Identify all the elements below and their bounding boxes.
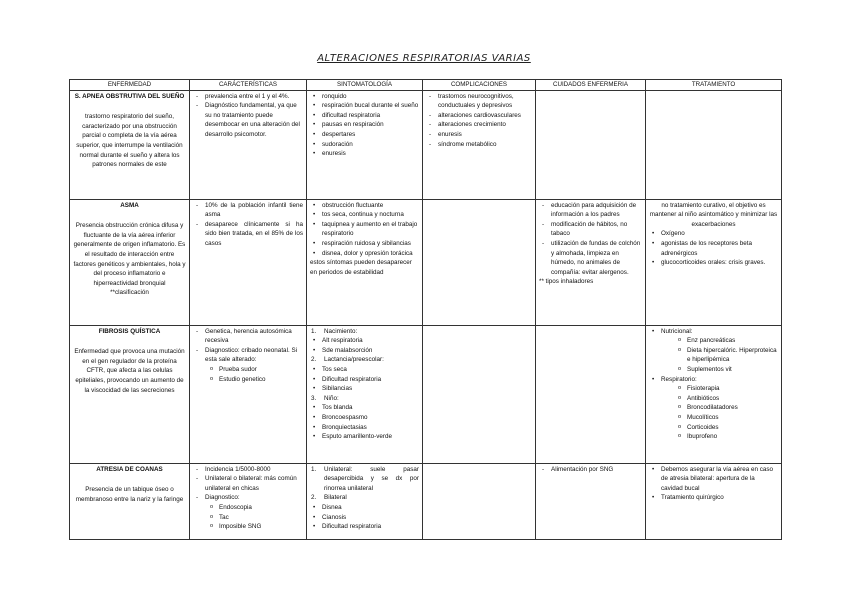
list-item: • Sibilancias — [310, 384, 419, 394]
list-item: • agonistas de los receptores beta adrenérgicos — [649, 239, 778, 258]
list-item: o Broncodilatadores — [675, 403, 778, 413]
list-item: 2. Bilateral — [310, 493, 419, 503]
disease-name: ATRESIA DE COANAS — [96, 465, 163, 473]
list-item: • Tratamiento quirúrgico — [649, 493, 778, 503]
features-cell — [190, 463, 307, 539]
features-cell — [190, 325, 307, 463]
care-note: ** tipos inhaladores — [539, 278, 594, 286]
header-cuidados: CUIDADOS ENFERMERIA — [536, 80, 646, 91]
care-cell — [536, 199, 646, 325]
list-item: - enuresis — [426, 130, 532, 140]
treatment-cell — [646, 90, 782, 199]
disease-name: FIBROSIS QUÍSTICA — [98, 327, 161, 335]
care-cell — [536, 90, 646, 199]
treatment-cell — [646, 325, 782, 463]
symptoms-cell — [307, 199, 423, 325]
list-item: • Tos seca — [310, 365, 419, 375]
list-item: - educación para adquisición de información a los padres — [539, 201, 642, 220]
list-item: • Tos blanda — [310, 403, 419, 413]
header-tratamiento: TRATAMIENTO — [646, 80, 782, 91]
list-item: • Dificultad respiratoria — [310, 522, 419, 532]
list-item: 1. Nacimiento: — [310, 327, 419, 337]
list-item: - utilización de fundas de colchón y almohada, limpieza en húmedo, no animales de compañía: evitar alergenos. — [539, 239, 642, 277]
list-item: - Unilateral o bilateral: más común unilateral en chicas — [193, 474, 303, 493]
list-item: 2. Lactancia/preescolar: — [310, 355, 419, 365]
symptoms-cell — [307, 325, 423, 463]
list-item: • dificultad respiratoria — [310, 111, 419, 121]
list-item: o Dieta hipercalóric. Hiperproteica e hiperlipémica — [675, 346, 778, 365]
list-item: o Mucolíticos — [675, 413, 778, 423]
disease-description: Presencia obstrucción crónica difusa y fluctuante de la vía aérea inferior generalmente de origen inflamatorio. Es el resultado de interacción entre factores genéticos y ambientales, hola y del proceso inflamatorio e hiperreactividad bronquial — [73, 222, 186, 287]
list-item: - Genetica, herencia autosómica recesiva — [193, 327, 303, 346]
disease-note: **clasificación — [110, 289, 149, 297]
treatment-text: no tratamiento curativo, el objetivo es mantener al niño asintomático y minimizar las exacerbaciones — [649, 201, 778, 228]
list-item: • Dificultad respiratoria — [310, 375, 419, 385]
complications-cell — [423, 463, 536, 539]
header-complicaciones: COMPLICACIONES — [423, 80, 536, 91]
disease-description: trastorno respiratorio del sueño, caracterizado por una obstrucción parcial o completa de la vía aérea superior, que interrumpe la ventilación normal durante el sueño y altera los patrones normales de este — [76, 113, 183, 169]
list-item: o Prueba sudor — [207, 365, 303, 375]
list-item: - prevalencia entre el 1 y el 4%. — [193, 92, 303, 102]
list-item: • Broncoespasmo — [310, 413, 419, 423]
symptoms-note: estos síntomas pueden desaparecer en periodos de estabilidad — [310, 259, 412, 276]
table-row — [70, 90, 782, 199]
disease-cell — [70, 90, 190, 199]
symptoms-cell — [307, 90, 423, 199]
list-item: • Esputo amarillento-verde — [310, 432, 419, 442]
list-item: o Imposible SNG — [207, 522, 303, 532]
header-caracteristicas: CARÁCTERÍSTICAS — [190, 80, 307, 91]
list-item: • despertares — [310, 130, 419, 140]
list-item: - Diagnostico: — [193, 493, 303, 503]
list-item: • glucocorticoides orales: crisis graves. — [649, 258, 778, 268]
table-row — [70, 463, 782, 539]
list-item: o Estudio genetico — [207, 375, 303, 385]
list-item: • disnea, dolor y opresión torácica — [310, 249, 419, 259]
list-item: • tos seca, continua y nocturna — [310, 210, 419, 220]
list-item: • Cianosis — [310, 513, 419, 523]
list-item: • Respiratorio: — [649, 375, 778, 385]
list-item: 3. Niño: — [310, 394, 419, 404]
list-item: o Ibuprofeno — [675, 432, 778, 442]
complications-cell — [423, 199, 536, 325]
disease-cell — [70, 325, 190, 463]
header-row — [70, 80, 782, 91]
list-item: • enuresis — [310, 149, 419, 159]
list-item: • Debemos asegurar la vía aérea en caso de atresia bilateral: apertura de la cavidad bucal — [649, 465, 778, 494]
complications-cell — [423, 90, 536, 199]
list-item: - alteraciones cardiovasculares — [426, 111, 532, 121]
complications-cell — [423, 325, 536, 463]
list-item: - 10% de la población infantil tiene asma — [193, 201, 303, 220]
list-item: • taquipnea y aumento en el trabajo respiratorio — [310, 220, 419, 239]
list-item: 1. Unilateral: suele pasar desapercibida y se dx por rinorrea unilateral — [310, 465, 419, 494]
list-item: o Tac — [207, 513, 303, 523]
table-row — [70, 325, 782, 463]
list-item: o Suplementos vit — [675, 365, 778, 375]
care-cell — [536, 325, 646, 463]
disease-cell — [70, 199, 190, 325]
list-item: o Endoscopia — [207, 503, 303, 513]
features-cell — [190, 199, 307, 325]
disease-table — [69, 79, 782, 540]
list-item: • respiración bucal durante el sueño — [310, 101, 419, 111]
header-sintomatologia: SINTOMATOLOGÍA — [307, 80, 423, 91]
disease-description: Enfermedad que provoca una mutación en el gen regulador de la proteína CFTR, que afecta a las celulas epiteliales, provocando un aumento de la viscocidad de las secreciones — [74, 348, 185, 394]
list-item: • pausas en respiración — [310, 120, 419, 130]
list-item: • Alt respiratoria — [310, 336, 419, 346]
list-item: - Alimentación por SNG — [539, 465, 642, 475]
document-title: ALTERACIONES RESPIRATORIAS VARIAS — [317, 53, 531, 64]
disease-name: ASMA — [120, 201, 139, 209]
list-item: • Nutricional: — [649, 327, 778, 337]
list-item: o Enz pancreáticas — [675, 336, 778, 346]
list-item: - trastornos neurocognitivos, conductuales y depresivos — [426, 92, 532, 111]
list-item: • Bronquiectasias — [310, 423, 419, 433]
list-item: • respiración ruidosa y sibilancias — [310, 239, 419, 249]
disease-cell — [70, 463, 190, 539]
list-item: • Sde malabsorción — [310, 346, 419, 356]
list-item: - Incidencia 1/5000-8000 — [193, 465, 303, 475]
list-item: o Corticoides — [675, 423, 778, 433]
disease-name: S. APNEA OBSTRUTIVA DEL SUEÑO — [74, 92, 185, 100]
disease-description: Presencia de un tabique óseo o membranoso entre la nariz y la faringe — [75, 486, 184, 503]
list-item: • Disnea — [310, 503, 419, 513]
list-item: - modificación de hábitos, no tabaco — [539, 220, 642, 239]
list-item: - desaparece clínicamente si ha sido bien tratada, en el 85% de los casos — [193, 220, 303, 249]
symptoms-cell — [307, 463, 423, 539]
list-item: • obstrucción fluctuante — [310, 201, 419, 211]
list-item: • sudoración — [310, 140, 419, 150]
treatment-cell — [646, 199, 782, 325]
table-row — [70, 199, 782, 325]
care-cell — [536, 463, 646, 539]
list-item: - síndrome metabólico — [426, 140, 532, 150]
header-enfermedad: ENFERMEDAD — [70, 80, 190, 91]
treatment-cell — [646, 463, 782, 539]
list-item: • ronquido — [310, 92, 419, 102]
list-item: - Diagnóstico fundamental, ya que su no tratamiento puede desembocar en una alteración del desarrollo psicomotor. — [193, 101, 303, 139]
list-item: o Fisioterapia — [675, 384, 778, 394]
list-item: • Oxígeno — [649, 229, 778, 239]
list-item: - Diagnostico: cribado neonatal. Si esta sale alterado: — [193, 346, 303, 365]
list-item: o Antibióticos — [675, 394, 778, 404]
features-cell — [190, 90, 307, 199]
list-item: - alteraciones crecimiento — [426, 120, 532, 130]
